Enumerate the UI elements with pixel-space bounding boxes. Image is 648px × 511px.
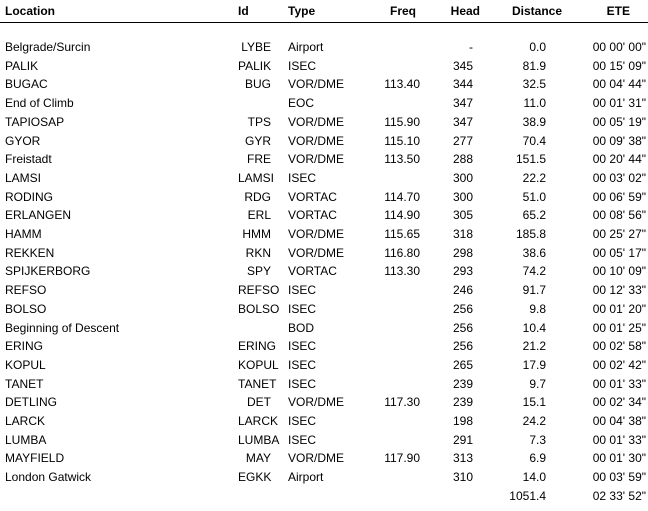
cell-type: ISEC [288, 58, 317, 73]
cell-ete: 00 02' 34" [592, 395, 646, 410]
cell-id: EGKK [238, 470, 272, 485]
cell-head: 347 [452, 96, 473, 111]
cell-head: 310 [452, 470, 473, 485]
table-row[interactable] [0, 75, 648, 94]
table-row[interactable] [0, 38, 648, 57]
cell-type: ISEC [288, 376, 317, 391]
cell-location: BOLSO [5, 301, 47, 316]
total-ete: 02 33' 52" [592, 488, 646, 503]
cell-id: TPS [247, 114, 271, 129]
cell-ete: 00 05' 19" [592, 114, 646, 129]
cell-ete: 00 00' 00" [592, 40, 646, 54]
cell-location: PALIK [5, 58, 39, 73]
cell-location: REFSO [5, 283, 47, 298]
cell-distance: 7.3 [529, 432, 546, 447]
table-row[interactable] [0, 431, 648, 450]
cell-head: 239 [452, 376, 473, 391]
cell-ete: 00 05' 17" [592, 245, 646, 260]
cell-id: MAY [245, 451, 271, 466]
cell-distance: 15.1 [522, 395, 546, 410]
table-row[interactable] [0, 281, 648, 300]
cell-type: VOR/DME [288, 395, 345, 410]
table-row[interactable] [0, 449, 648, 468]
cell-head: 305 [452, 208, 473, 223]
cell-location: RODING [5, 189, 53, 204]
cell-id: SPY [246, 264, 271, 279]
cell-id: LAMSI [238, 170, 275, 185]
cell-id: LYBE [241, 40, 271, 54]
cell-type: VORTAC [288, 264, 337, 279]
cell-id: TANET [238, 376, 277, 391]
table-row[interactable] [0, 375, 648, 394]
cell-distance: 151.5 [515, 152, 546, 167]
table-row[interactable] [0, 262, 648, 281]
cell-type: VOR/DME [288, 133, 345, 148]
cell-ete: 00 01' 30" [592, 451, 646, 466]
cell-head: 298 [452, 245, 473, 260]
cell-ete: 00 01' 33" [592, 376, 646, 391]
cell-id: FRE [247, 152, 271, 167]
cell-distance: 51.0 [522, 189, 546, 204]
cell-ete: 00 12' 33" [592, 283, 646, 298]
table-row[interactable] [0, 337, 648, 356]
cell-distance: 32.5 [522, 77, 546, 92]
cell-distance: 74.2 [522, 264, 546, 279]
cell-head: 256 [452, 320, 473, 335]
table-row[interactable] [0, 412, 648, 431]
cell-id: PALIK [238, 58, 272, 73]
cell-head: - [469, 40, 473, 54]
cell-distance: 11.0 [523, 96, 546, 111]
table-row[interactable] [0, 468, 648, 487]
cell-ete: 00 01' 31" [592, 96, 646, 111]
cell-location: MAYFIELD [5, 451, 65, 466]
cell-freq: 115.65 [384, 227, 420, 241]
cell-location: ERING [5, 339, 44, 354]
cell-distance: 91.7 [522, 283, 546, 298]
cell-type: BOD [288, 320, 315, 335]
cell-ete: 00 09' 38" [592, 133, 646, 148]
cell-type: VOR/DME [288, 245, 345, 260]
cell-location: GYOR [5, 133, 41, 148]
cell-ete: 00 04' 38" [592, 414, 646, 428]
cell-freq: 114.70 [384, 189, 420, 204]
cell-ete: 00 15' 09" [592, 58, 646, 73]
cell-ete: 00 03' 59" [592, 470, 646, 485]
cell-id: GYR [244, 133, 271, 148]
cell-distance: 17.9 [522, 357, 546, 372]
cell-head: 239 [452, 395, 473, 410]
cell-location: End of Climb [5, 96, 74, 111]
cell-type: VOR/DME [288, 227, 345, 241]
cell-location: Belgrade/Surcin [5, 40, 91, 54]
cell-type: VOR/DME [288, 114, 345, 129]
cell-freq: 113.30 [384, 264, 420, 279]
cell-head: 291 [452, 432, 473, 447]
cell-distance: 65.2 [522, 208, 546, 223]
cell-location: KOPUL [5, 357, 46, 372]
table-row[interactable] [0, 300, 648, 319]
cell-id: ERL [247, 208, 271, 223]
cell-head: 345 [452, 58, 473, 73]
cell-ete: 00 02' 58" [592, 339, 646, 354]
table-row[interactable] [0, 244, 648, 263]
cell-freq: 113.40 [384, 77, 420, 92]
cell-type: ISEC [288, 357, 317, 372]
cell-head: 347 [452, 114, 473, 129]
cell-distance: 38.6 [522, 245, 546, 260]
cell-type: ISEC [288, 301, 317, 316]
cell-freq: 115.90 [384, 114, 420, 129]
cell-distance: 9.7 [529, 376, 546, 391]
table-row[interactable] [0, 169, 648, 188]
column-header-id[interactable]: Id [238, 4, 249, 18]
cell-distance: 24.2 [522, 414, 546, 428]
cell-id: ERING [238, 339, 277, 354]
table-header [0, 0, 648, 23]
column-header-location[interactable]: Location [5, 4, 55, 18]
cell-head: 344 [452, 77, 473, 92]
cell-location: LARCK [5, 414, 46, 428]
cell-type: ISEC [288, 170, 317, 185]
cell-distance: 81.9 [522, 58, 546, 73]
cell-id: RKN [245, 245, 271, 260]
cell-distance: 22.2 [522, 170, 546, 185]
table-row[interactable] [0, 94, 648, 113]
cell-id: HMM [242, 227, 271, 241]
cell-type: VOR/DME [288, 451, 345, 466]
cell-type: VORTAC [288, 208, 337, 223]
cell-location: SPIJKERBORG [5, 264, 91, 279]
cell-location: DETLING [5, 395, 58, 410]
cell-distance: 0.0 [529, 40, 546, 54]
cell-distance: 10.4 [522, 320, 546, 335]
cell-head: 318 [452, 227, 473, 241]
cell-head: 293 [452, 264, 473, 279]
column-header-ete[interactable]: ETE [606, 4, 630, 18]
cell-id: DET [247, 395, 271, 410]
cell-head: 313 [452, 451, 473, 466]
cell-location: TAPIOSAP [5, 114, 65, 129]
cell-head: 246 [452, 283, 473, 298]
table-row[interactable] [0, 188, 648, 207]
cell-ete: 00 04' 44" [592, 77, 646, 92]
cell-freq: 117.90 [384, 451, 420, 466]
totals-row [0, 487, 648, 505]
cell-ete: 00 01' 25" [592, 320, 646, 335]
table-row[interactable] [0, 206, 648, 225]
cell-location: LUMBA [5, 432, 47, 447]
cell-head: 288 [452, 152, 473, 167]
column-header-freq[interactable]: Freq [389, 4, 416, 18]
cell-location: Freistadt [5, 152, 52, 167]
cell-freq: 113.50 [384, 152, 420, 167]
column-header-type[interactable]: Type [288, 4, 316, 18]
cell-id: KOPUL [238, 357, 279, 372]
cell-location: HAMM [5, 227, 42, 241]
cell-head: 256 [452, 301, 473, 316]
cell-type: ISEC [288, 432, 317, 447]
cell-freq: 114.90 [384, 208, 420, 223]
cell-freq: 117.30 [384, 395, 420, 410]
cell-head: 265 [452, 357, 473, 372]
table-row[interactable] [0, 150, 648, 169]
cell-type: ISEC [288, 283, 317, 298]
cell-type: Airport [288, 470, 324, 485]
cell-distance: 185.8 [515, 227, 546, 241]
cell-type: VOR/DME [288, 152, 345, 167]
cell-location: REKKEN [5, 245, 55, 260]
cell-type: Airport [288, 40, 324, 54]
cell-id: LUMBA [238, 432, 280, 447]
cell-id: RDG [244, 189, 271, 204]
cell-ete: 00 25' 27" [592, 227, 646, 241]
cell-location: TANET [5, 376, 44, 391]
total-distance: 1051.4 [509, 488, 546, 503]
cell-freq: 115.10 [384, 133, 420, 148]
table-row[interactable] [0, 132, 648, 151]
cell-ete: 00 01' 33" [592, 432, 646, 447]
cell-type: ISEC [288, 339, 317, 354]
table-row[interactable] [0, 57, 648, 76]
cell-type: EOC [288, 96, 315, 111]
cell-head: 277 [452, 133, 473, 148]
cell-distance: 9.8 [529, 301, 546, 316]
table-row[interactable] [0, 319, 648, 338]
cell-head: 198 [452, 414, 473, 428]
cell-ete: 00 10' 09" [592, 264, 646, 279]
cell-distance: 14.0 [522, 470, 546, 485]
cell-ete: 00 20' 44" [592, 152, 646, 167]
cell-location: BUGAC [5, 77, 48, 92]
cell-id: BUG [244, 77, 271, 92]
cell-distance: 21.2 [522, 339, 546, 354]
cell-location: London Gatwick [5, 470, 92, 485]
cell-type: VOR/DME [288, 77, 345, 92]
cell-ete: 00 06' 59" [592, 189, 646, 204]
cell-ete: 00 02' 42" [592, 357, 646, 372]
table-row[interactable] [0, 225, 648, 244]
table-row[interactable] [0, 393, 648, 412]
cell-id: BOLSO [238, 301, 280, 316]
column-header-distance[interactable]: Distance [511, 4, 562, 18]
table-row[interactable] [0, 356, 648, 375]
cell-ete: 00 08' 56" [592, 208, 646, 223]
cell-id: REFSO [238, 283, 280, 298]
cell-ete: 00 01' 20" [592, 301, 646, 316]
cell-distance: 70.4 [522, 133, 546, 148]
column-header-head[interactable]: Head [450, 4, 480, 18]
cell-location: ERLANGEN [5, 208, 72, 223]
cell-location: Beginning of Descent [5, 320, 120, 335]
cell-type: VORTAC [288, 189, 337, 204]
cell-ete: 00 03' 02" [592, 170, 646, 185]
cell-distance: 38.9 [522, 114, 546, 129]
cell-head: 300 [452, 170, 473, 185]
cell-head: 300 [452, 189, 473, 204]
cell-id: LARCK [238, 414, 279, 428]
table-row[interactable] [0, 113, 648, 132]
cell-location: LAMSI [5, 170, 42, 185]
cell-freq: 116.80 [384, 245, 420, 260]
cell-type: ISEC [288, 414, 317, 428]
cell-distance: 6.9 [529, 451, 546, 466]
cell-head: 256 [452, 339, 473, 354]
